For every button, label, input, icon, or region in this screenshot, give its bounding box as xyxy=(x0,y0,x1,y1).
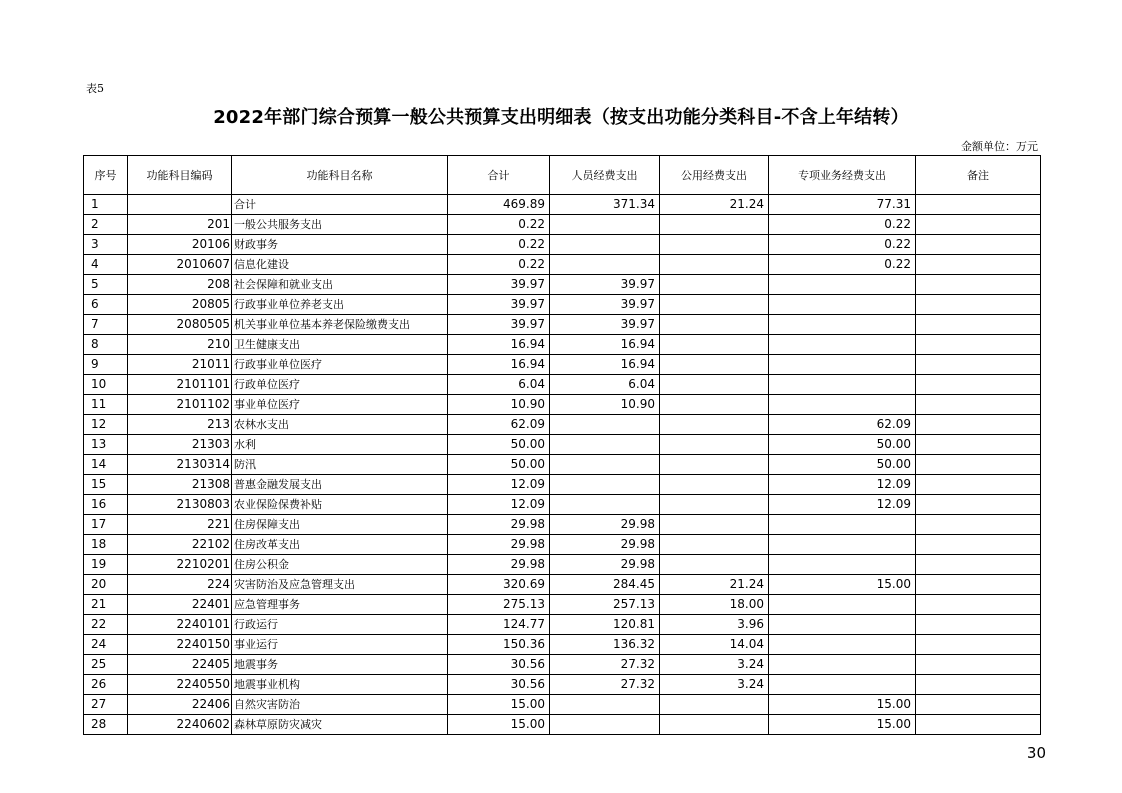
row-name-cell: 行政运行 xyxy=(232,615,448,635)
row-special-cell xyxy=(769,675,916,695)
row-code-cell: 21303 xyxy=(128,435,232,455)
row-total-cell: 39.97 xyxy=(448,315,550,335)
row-seq-cell: 10 xyxy=(84,375,128,395)
row-special-cell xyxy=(769,535,916,555)
row-name-cell: 行政事业单位养老支出 xyxy=(232,295,448,315)
row-personnel-cell: 16.94 xyxy=(550,335,660,355)
row-code-cell: 2240101 xyxy=(128,615,232,635)
row-seq-cell: 25 xyxy=(84,655,128,675)
row-seq-cell: 22 xyxy=(84,615,128,635)
table-header-row xyxy=(84,156,1041,195)
row-seq-cell: 27 xyxy=(84,695,128,715)
table-row xyxy=(84,235,1041,255)
row-name-cell: 一般公共服务支出 xyxy=(232,215,448,235)
row-name-cell: 灾害防治及应急管理支出 xyxy=(232,575,448,595)
row-remark-cell xyxy=(916,295,1041,315)
row-name-cell: 农林水支出 xyxy=(232,415,448,435)
row-name-cell: 森林草原防灾减灾 xyxy=(232,715,448,735)
row-name-cell: 住房保障支出 xyxy=(232,515,448,535)
row-personnel-cell: 10.90 xyxy=(550,395,660,415)
header-name: 功能科目名称 xyxy=(232,156,448,195)
row-remark-cell xyxy=(916,255,1041,275)
row-public-cell xyxy=(660,335,769,355)
row-public-cell xyxy=(660,375,769,395)
table-row xyxy=(84,675,1041,695)
row-seq-cell: 9 xyxy=(84,355,128,375)
row-code-cell: 2101102 xyxy=(128,395,232,415)
row-name-cell: 自然灾害防治 xyxy=(232,695,448,715)
row-personnel-cell xyxy=(550,475,660,495)
row-special-cell xyxy=(769,275,916,295)
row-remark-cell xyxy=(916,235,1041,255)
amount-unit-label: 金额单位：万元 xyxy=(961,140,1038,153)
row-special-cell xyxy=(769,635,916,655)
row-total-cell: 0.22 xyxy=(448,255,550,275)
row-special-cell: 50.00 xyxy=(769,435,916,455)
row-seq-cell: 11 xyxy=(84,395,128,415)
table-row xyxy=(84,715,1041,735)
row-remark-cell xyxy=(916,195,1041,215)
header-remark: 备注 xyxy=(916,156,1041,195)
row-personnel-cell xyxy=(550,435,660,455)
table-row xyxy=(84,575,1041,595)
row-seq-cell: 28 xyxy=(84,715,128,735)
row-seq-cell: 17 xyxy=(84,515,128,535)
header-public: 公用经费支出 xyxy=(660,156,769,195)
table-row xyxy=(84,655,1041,675)
table-row xyxy=(84,355,1041,375)
row-name-cell: 地震事务 xyxy=(232,655,448,675)
row-special-cell xyxy=(769,295,916,315)
row-public-cell xyxy=(660,415,769,435)
row-personnel-cell: 16.94 xyxy=(550,355,660,375)
row-total-cell: 50.00 xyxy=(448,435,550,455)
row-seq-cell: 15 xyxy=(84,475,128,495)
row-remark-cell xyxy=(916,635,1041,655)
row-personnel-cell: 29.98 xyxy=(550,555,660,575)
row-seq-cell: 13 xyxy=(84,435,128,455)
row-personnel-cell xyxy=(550,715,660,735)
row-seq-cell: 6 xyxy=(84,295,128,315)
row-public-cell: 21.24 xyxy=(660,195,769,215)
row-name-cell: 普惠金融发展支出 xyxy=(232,475,448,495)
row-remark-cell xyxy=(916,515,1041,535)
row-remark-cell xyxy=(916,555,1041,575)
page-number: 30 xyxy=(1026,744,1046,762)
row-code-cell: 224 xyxy=(128,575,232,595)
row-public-cell xyxy=(660,495,769,515)
row-special-cell: 50.00 xyxy=(769,455,916,475)
row-remark-cell xyxy=(916,655,1041,675)
row-seq-cell: 24 xyxy=(84,635,128,655)
row-total-cell: 275.13 xyxy=(448,595,550,615)
row-total-cell: 29.98 xyxy=(448,535,550,555)
row-special-cell xyxy=(769,655,916,675)
row-name-cell: 住房改革支出 xyxy=(232,535,448,555)
row-public-cell xyxy=(660,395,769,415)
table-row xyxy=(84,415,1041,435)
row-remark-cell xyxy=(916,355,1041,375)
row-personnel-cell: 6.04 xyxy=(550,375,660,395)
row-total-cell: 6.04 xyxy=(448,375,550,395)
table-row xyxy=(84,695,1041,715)
row-personnel-cell: 39.97 xyxy=(550,275,660,295)
row-public-cell xyxy=(660,235,769,255)
row-name-cell: 社会保障和就业支出 xyxy=(232,275,448,295)
row-public-cell: 3.96 xyxy=(660,615,769,635)
row-seq-cell: 18 xyxy=(84,535,128,555)
row-remark-cell xyxy=(916,475,1041,495)
row-personnel-cell: 27.32 xyxy=(550,675,660,695)
row-total-cell: 62.09 xyxy=(448,415,550,435)
row-remark-cell xyxy=(916,435,1041,455)
table-row xyxy=(84,635,1041,655)
table-row xyxy=(84,275,1041,295)
row-seq-cell: 14 xyxy=(84,455,128,475)
table-row xyxy=(84,495,1041,515)
row-seq-cell: 26 xyxy=(84,675,128,695)
row-public-cell: 14.04 xyxy=(660,635,769,655)
row-remark-cell xyxy=(916,595,1041,615)
row-special-cell: 12.09 xyxy=(769,475,916,495)
table-row xyxy=(84,395,1041,415)
row-personnel-cell: 136.32 xyxy=(550,635,660,655)
row-special-cell: 0.22 xyxy=(769,235,916,255)
row-special-cell: 15.00 xyxy=(769,715,916,735)
row-seq-cell: 16 xyxy=(84,495,128,515)
page-title: 2022年部门综合预算一般公共预算支出明细表（按支出功能分类科目-不含上年结转） xyxy=(213,107,909,128)
row-public-cell: 3.24 xyxy=(660,655,769,675)
row-special-cell xyxy=(769,375,916,395)
row-code-cell: 2130803 xyxy=(128,495,232,515)
row-code-cell: 2240150 xyxy=(128,635,232,655)
header-personnel: 人员经费支出 xyxy=(550,156,660,195)
row-total-cell: 469.89 xyxy=(448,195,550,215)
row-personnel-cell: 257.13 xyxy=(550,595,660,615)
row-remark-cell xyxy=(916,415,1041,435)
table-row xyxy=(84,435,1041,455)
row-public-cell xyxy=(660,355,769,375)
table-number-label: 表5 xyxy=(86,82,104,95)
row-total-cell: 0.22 xyxy=(448,215,550,235)
row-special-cell: 0.22 xyxy=(769,255,916,275)
row-special-cell xyxy=(769,335,916,355)
row-personnel-cell: 27.32 xyxy=(550,655,660,675)
table-row xyxy=(84,335,1041,355)
row-special-cell xyxy=(769,395,916,415)
row-total-cell: 12.09 xyxy=(448,475,550,495)
row-seq-cell: 21 xyxy=(84,595,128,615)
row-total-cell: 12.09 xyxy=(448,495,550,515)
row-special-cell xyxy=(769,355,916,375)
row-remark-cell xyxy=(916,275,1041,295)
table-row xyxy=(84,215,1041,235)
budget-expenditure-table xyxy=(83,155,1041,735)
row-name-cell: 事业运行 xyxy=(232,635,448,655)
row-public-cell xyxy=(660,695,769,715)
row-special-cell xyxy=(769,315,916,335)
row-public-cell xyxy=(660,475,769,495)
row-name-cell: 事业单位医疗 xyxy=(232,395,448,415)
row-seq-cell: 19 xyxy=(84,555,128,575)
row-seq-cell: 3 xyxy=(84,235,128,255)
row-remark-cell xyxy=(916,715,1041,735)
row-special-cell: 15.00 xyxy=(769,695,916,715)
row-public-cell xyxy=(660,455,769,475)
header-code: 功能科目编码 xyxy=(128,156,232,195)
row-code-cell: 21308 xyxy=(128,475,232,495)
row-public-cell xyxy=(660,515,769,535)
row-personnel-cell xyxy=(550,455,660,475)
row-remark-cell xyxy=(916,495,1041,515)
row-name-cell: 信息化建设 xyxy=(232,255,448,275)
row-seq-cell: 1 xyxy=(84,195,128,215)
row-seq-cell: 5 xyxy=(84,275,128,295)
row-special-cell xyxy=(769,615,916,635)
row-code-cell: 20106 xyxy=(128,235,232,255)
row-total-cell: 10.90 xyxy=(448,395,550,415)
row-total-cell: 150.36 xyxy=(448,635,550,655)
row-code-cell: 21011 xyxy=(128,355,232,375)
row-code-cell: 2130314 xyxy=(128,455,232,475)
row-personnel-cell xyxy=(550,255,660,275)
row-name-cell: 应急管理事务 xyxy=(232,595,448,615)
row-special-cell xyxy=(769,555,916,575)
row-special-cell: 0.22 xyxy=(769,215,916,235)
row-public-cell xyxy=(660,715,769,735)
row-remark-cell xyxy=(916,575,1041,595)
row-public-cell xyxy=(660,295,769,315)
table-row xyxy=(84,375,1041,395)
row-total-cell: 320.69 xyxy=(448,575,550,595)
row-code-cell: 201 xyxy=(128,215,232,235)
row-name-cell: 水利 xyxy=(232,435,448,455)
row-remark-cell xyxy=(916,335,1041,355)
row-special-cell: 15.00 xyxy=(769,575,916,595)
row-personnel-cell: 120.81 xyxy=(550,615,660,635)
row-public-cell xyxy=(660,315,769,335)
row-code-cell: 22401 xyxy=(128,595,232,615)
row-special-cell: 62.09 xyxy=(769,415,916,435)
row-total-cell: 30.56 xyxy=(448,675,550,695)
row-personnel-cell: 39.97 xyxy=(550,295,660,315)
row-total-cell: 0.22 xyxy=(448,235,550,255)
row-name-cell: 防汛 xyxy=(232,455,448,475)
row-special-cell xyxy=(769,515,916,535)
row-code-cell: 2101101 xyxy=(128,375,232,395)
row-public-cell xyxy=(660,255,769,275)
row-seq-cell: 4 xyxy=(84,255,128,275)
row-personnel-cell xyxy=(550,495,660,515)
row-remark-cell xyxy=(916,395,1041,415)
table-row xyxy=(84,455,1041,475)
row-remark-cell xyxy=(916,215,1041,235)
table-row xyxy=(84,195,1041,215)
row-code-cell: 2080505 xyxy=(128,315,232,335)
row-code-cell: 22102 xyxy=(128,535,232,555)
row-public-cell xyxy=(660,555,769,575)
row-seq-cell: 12 xyxy=(84,415,128,435)
row-public-cell: 3.24 xyxy=(660,675,769,695)
table-row xyxy=(84,255,1041,275)
row-code-cell: 22405 xyxy=(128,655,232,675)
row-seq-cell: 8 xyxy=(84,335,128,355)
table-row xyxy=(84,535,1041,555)
row-code-cell: 210 xyxy=(128,335,232,355)
row-code-cell: 213 xyxy=(128,415,232,435)
table-row xyxy=(84,315,1041,335)
header-special: 专项业务经费支出 xyxy=(769,156,916,195)
row-code-cell: 2240602 xyxy=(128,715,232,735)
row-public-cell: 18.00 xyxy=(660,595,769,615)
row-code-cell: 208 xyxy=(128,275,232,295)
table-row xyxy=(84,295,1041,315)
row-remark-cell xyxy=(916,535,1041,555)
row-total-cell: 39.97 xyxy=(448,275,550,295)
row-special-cell xyxy=(769,595,916,615)
table-row xyxy=(84,555,1041,575)
row-code-cell xyxy=(128,195,232,215)
row-personnel-cell xyxy=(550,695,660,715)
row-name-cell: 行政单位医疗 xyxy=(232,375,448,395)
row-public-cell xyxy=(660,435,769,455)
header-total: 合计 xyxy=(448,156,550,195)
row-total-cell: 16.94 xyxy=(448,355,550,375)
row-personnel-cell xyxy=(550,215,660,235)
row-personnel-cell: 284.45 xyxy=(550,575,660,595)
row-seq-cell: 7 xyxy=(84,315,128,335)
row-public-cell xyxy=(660,535,769,555)
row-remark-cell xyxy=(916,675,1041,695)
row-seq-cell: 20 xyxy=(84,575,128,595)
row-name-cell: 地震事业机构 xyxy=(232,675,448,695)
row-code-cell: 2210201 xyxy=(128,555,232,575)
row-total-cell: 30.56 xyxy=(448,655,550,675)
row-code-cell: 221 xyxy=(128,515,232,535)
row-code-cell: 2240550 xyxy=(128,675,232,695)
row-total-cell: 50.00 xyxy=(448,455,550,475)
row-name-cell: 机关事业单位基本养老保险缴费支出 xyxy=(232,315,448,335)
row-name-cell: 农业保险保费补贴 xyxy=(232,495,448,515)
row-name-cell: 卫生健康支出 xyxy=(232,335,448,355)
row-personnel-cell: 39.97 xyxy=(550,315,660,335)
row-personnel-cell xyxy=(550,235,660,255)
row-code-cell: 20805 xyxy=(128,295,232,315)
row-remark-cell xyxy=(916,455,1041,475)
row-total-cell: 29.98 xyxy=(448,515,550,535)
row-personnel-cell: 29.98 xyxy=(550,535,660,555)
table-row xyxy=(84,615,1041,635)
row-personnel-cell xyxy=(550,415,660,435)
row-personnel-cell: 29.98 xyxy=(550,515,660,535)
row-name-cell: 合计 xyxy=(232,195,448,215)
row-total-cell: 124.77 xyxy=(448,615,550,635)
row-total-cell: 39.97 xyxy=(448,295,550,315)
table-row xyxy=(84,595,1041,615)
row-total-cell: 16.94 xyxy=(448,335,550,355)
row-code-cell: 22406 xyxy=(128,695,232,715)
row-public-cell xyxy=(660,275,769,295)
row-public-cell: 21.24 xyxy=(660,575,769,595)
row-total-cell: 15.00 xyxy=(448,695,550,715)
row-remark-cell xyxy=(916,695,1041,715)
row-seq-cell: 2 xyxy=(84,215,128,235)
row-remark-cell xyxy=(916,375,1041,395)
table-row xyxy=(84,475,1041,495)
row-public-cell xyxy=(660,215,769,235)
row-remark-cell xyxy=(916,315,1041,335)
header-seq: 序号 xyxy=(84,156,128,195)
row-special-cell: 12.09 xyxy=(769,495,916,515)
row-name-cell: 住房公积金 xyxy=(232,555,448,575)
row-total-cell: 29.98 xyxy=(448,555,550,575)
row-total-cell: 15.00 xyxy=(448,715,550,735)
row-name-cell: 行政事业单位医疗 xyxy=(232,355,448,375)
row-personnel-cell: 371.34 xyxy=(550,195,660,215)
row-remark-cell xyxy=(916,615,1041,635)
row-name-cell: 财政事务 xyxy=(232,235,448,255)
row-special-cell: 77.31 xyxy=(769,195,916,215)
table-row xyxy=(84,515,1041,535)
row-code-cell: 2010607 xyxy=(128,255,232,275)
